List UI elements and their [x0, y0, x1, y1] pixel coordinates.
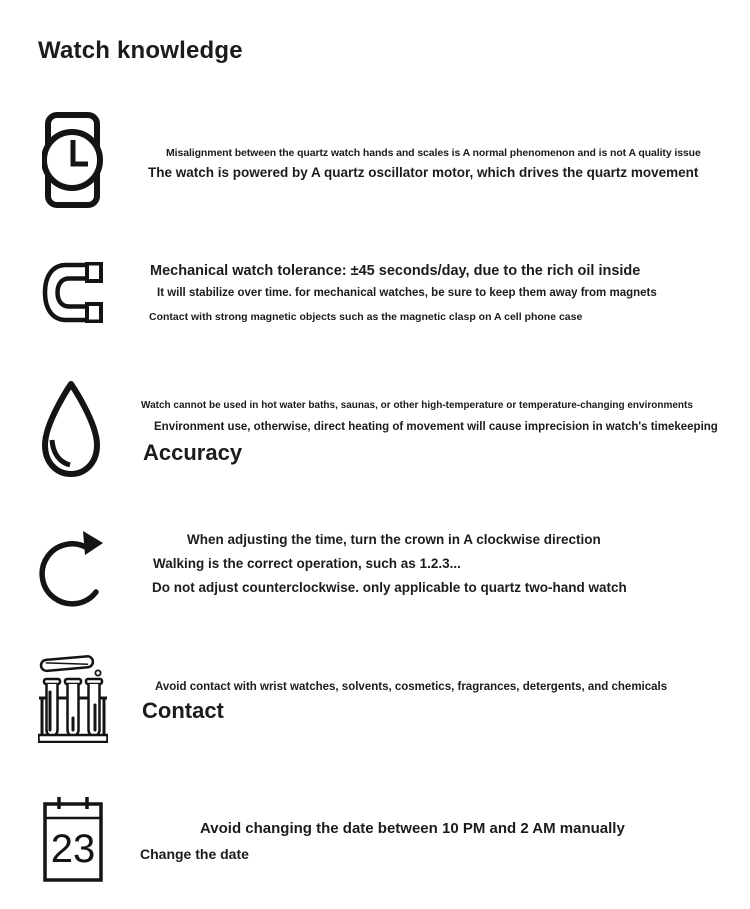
contact-heading: Contact: [142, 698, 224, 723]
tolerance-text: Mechanical watch tolerance: ±45 seconds/day, due to the rich oil inside: [150, 263, 641, 279]
clockwise-arrow-icon: [39, 528, 109, 612]
date-change-warning-text: Avoid changing the date between 10 PM and 2 AM manually: [200, 820, 625, 837]
change-the-date-text: Change the date: [140, 846, 249, 862]
counterclockwise-warning-text: Do not adjust counterclockwise. only applicable to quartz two-hand watch: [152, 580, 627, 595]
page-title: Watch knowledge: [38, 37, 243, 64]
watch-icon: [42, 112, 104, 208]
magnet-icon: [42, 262, 105, 323]
water-drop-icon: [39, 379, 103, 478]
calendar-icon: [42, 795, 104, 883]
test-tubes-icon: [38, 651, 108, 743]
hot-water-warning-text: Watch cannot be used in hot water baths, saunas, or other high-temperature or temperature-changing environments: [141, 400, 693, 411]
clockwise-adjustment-text: When adjusting the time, turn the crown in A clockwise direction: [187, 532, 601, 547]
quartz-movement-text: The watch is powered by A quartz oscillator motor, which drives the quartz movement: [148, 165, 699, 180]
chemical-avoidance-text: Avoid contact with wrist watches, solvents, cosmetics, fragrances, detergents, and chemicals: [155, 681, 668, 693]
calendar-day-number: 23: [50, 827, 96, 871]
walking-operation-text: Walking is the correct operation, such as 1.2.3...: [153, 556, 461, 571]
misalignment-note: Misalignment between the quartz watch hands and scales is A normal phenomenon and is not A quality issue: [166, 147, 701, 159]
magnet-warning-text: It will stabilize over time. for mechanical watches, be sure to keep them away from magnets: [157, 287, 657, 299]
accuracy-heading: Accuracy: [143, 440, 243, 465]
environment-use-text: Environment use, otherwise, direct heating of movement will cause imprecision in watch's timekeeping: [154, 421, 718, 433]
magnetic-contact-text: Contact with strong magnetic objects such as the magnetic clasp on A cell phone case: [149, 311, 583, 323]
